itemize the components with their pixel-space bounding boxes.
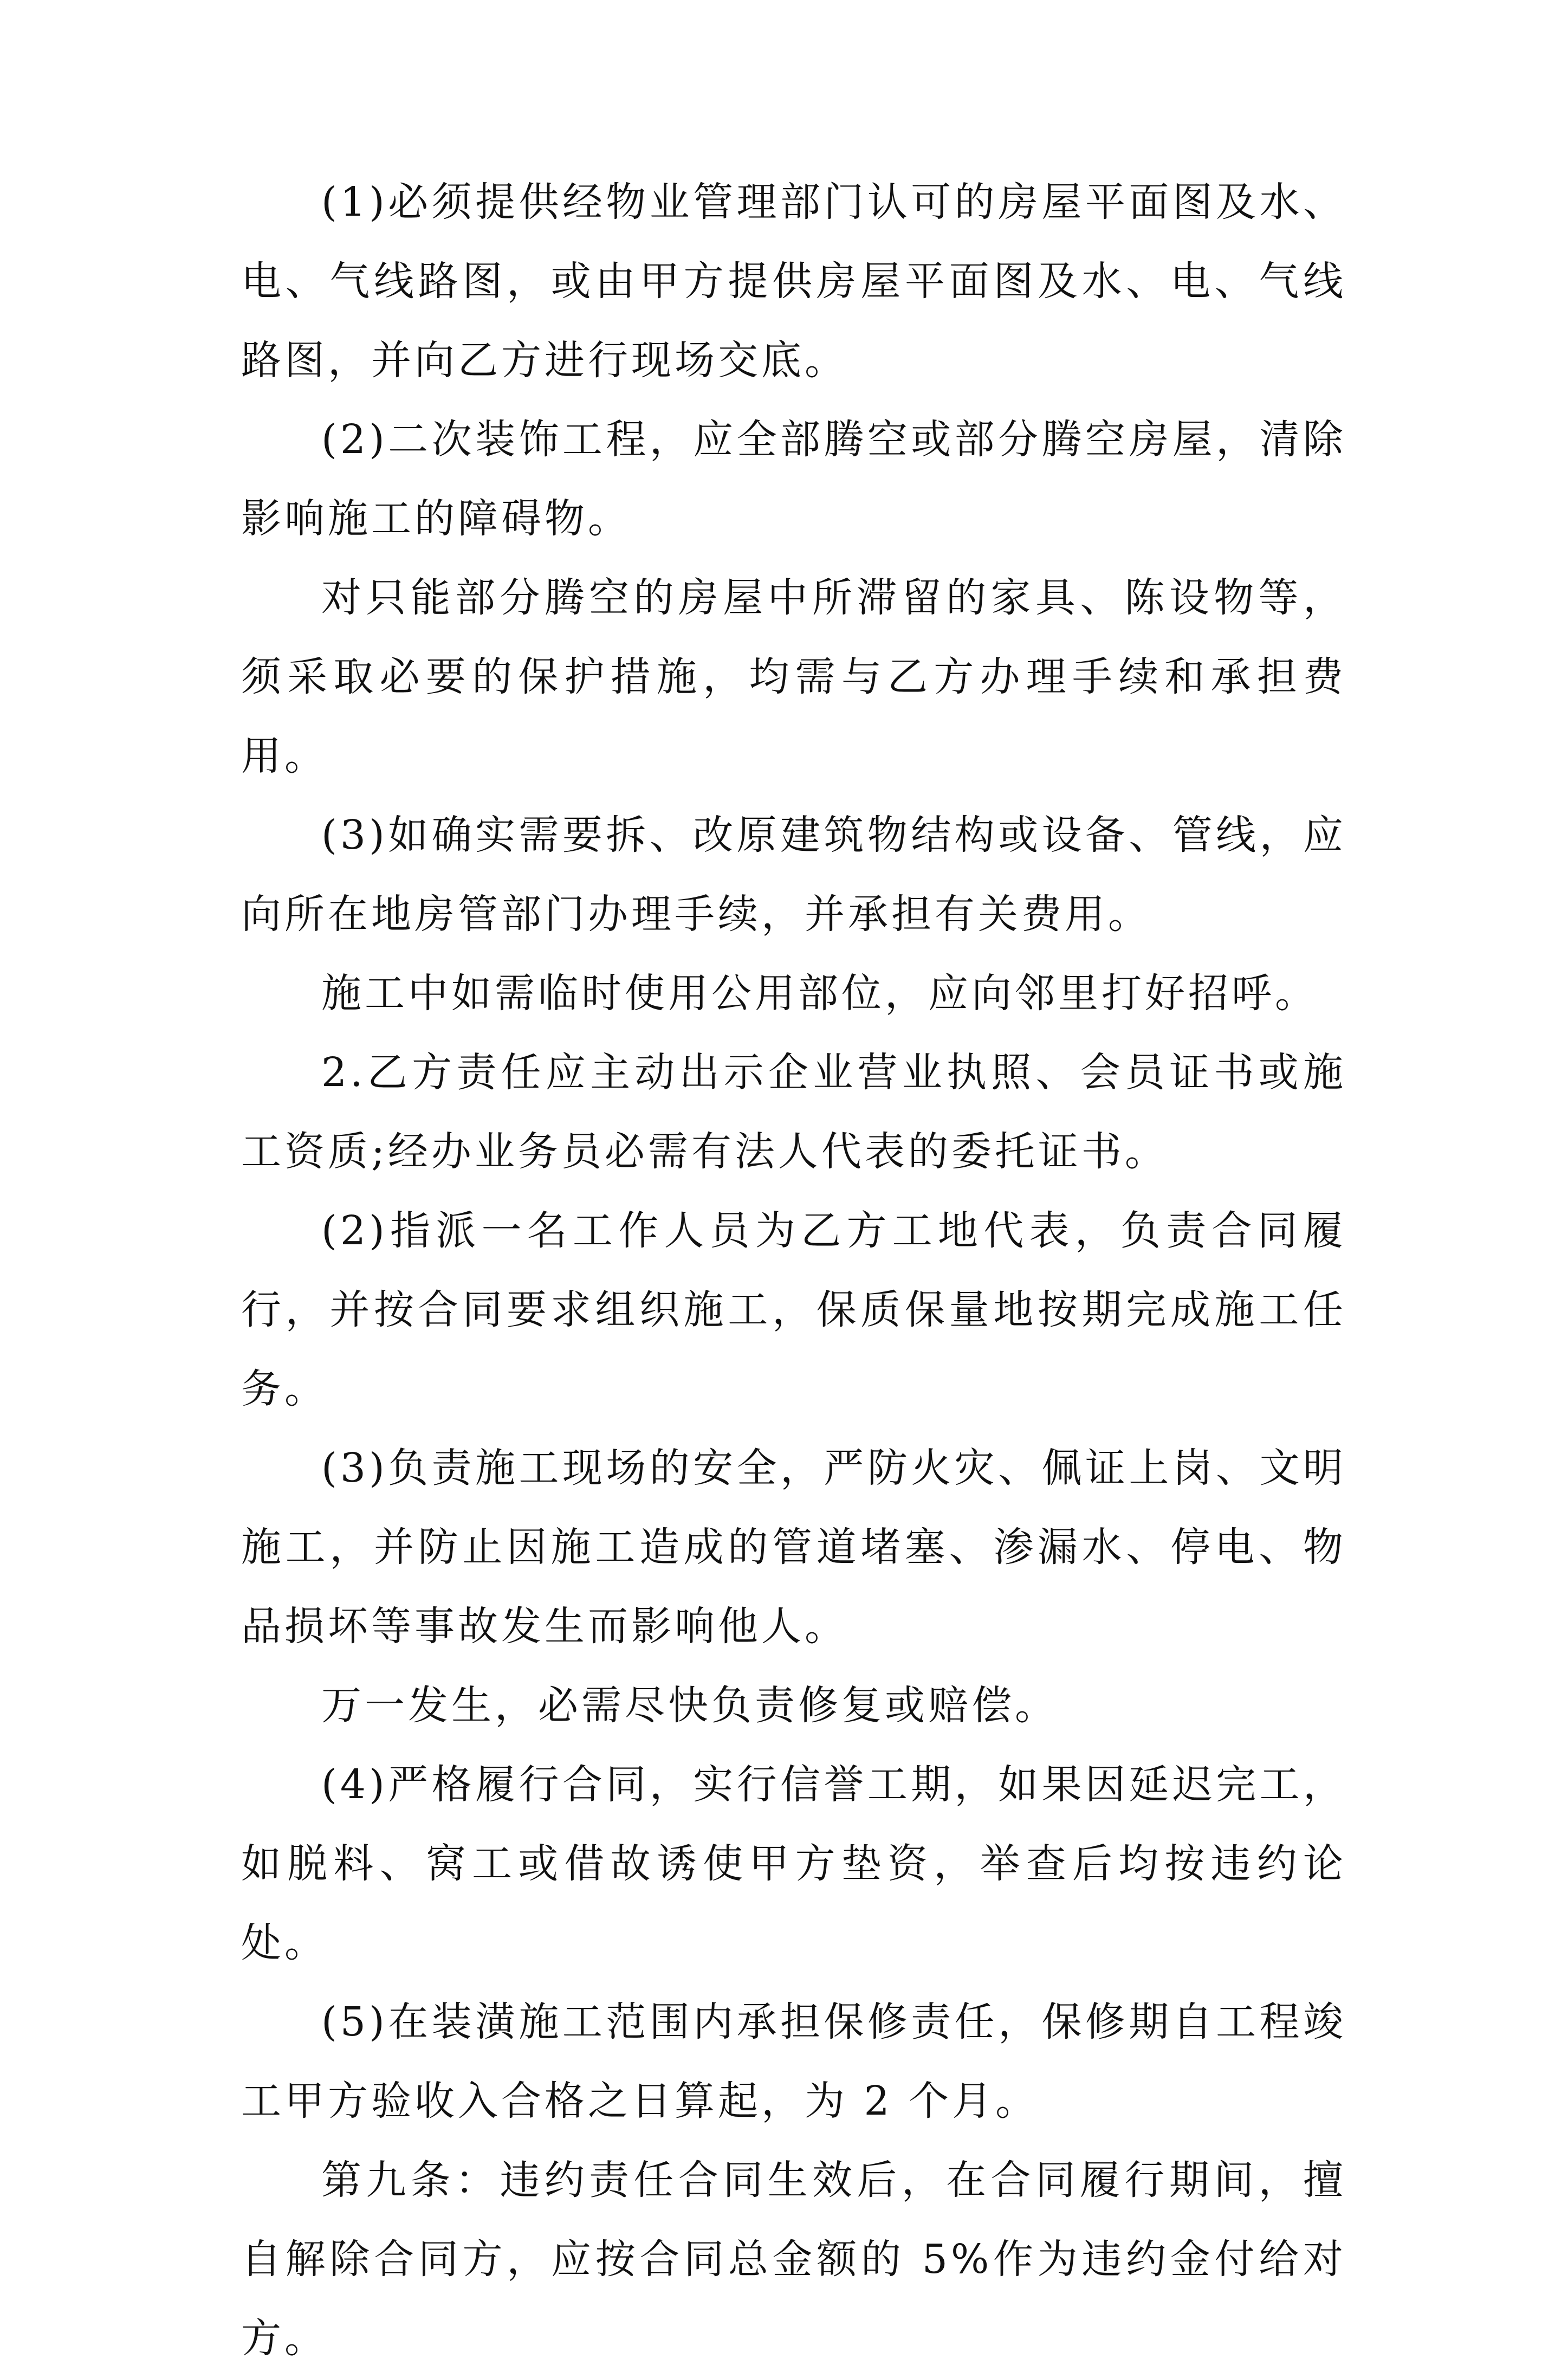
document-body	[241, 163, 1346, 2378]
paragraph-11: (5)在装潢施工范围内承担保修责任，保修期自工程竣工甲方验收入合格之日算起，为 2 个月。	[241, 1999, 1346, 2124]
paragraph-7: (2)指派一名工作人员为乙方工地代表，负责合同履行，并按合同要求组织施工，保质保量地按期完成施工任务。	[241, 1207, 1346, 1412]
paragraph-12: 第九条：违约责任合同生效后，在合同履行期间，擅自解除合同方，应按合同总金额的 5%作为违约金付给对方。	[241, 2157, 1346, 2362]
paragraph-6: 2.乙方责任应主动出示企业营业执照、会员证书或施工资质;经办业务员必需有法人代表的委托证书。	[241, 1049, 1346, 1175]
paragraph-4: (3)如确实需要拆、改原建筑物结构或设备、管线，应向所在地房管部门办理手续，并承担有关费用。	[241, 812, 1346, 938]
paragraph-3: 对只能部分腾空的房屋中所滞留的家具、陈设物等，须采取必要的保护措施，均需与乙方办理手续和承担费用。	[241, 574, 1346, 779]
paragraph-9: 万一发生，必需尽快负责修复或赔偿。	[321, 1682, 1058, 1729]
paragraph-10: (4)严格履行合同，实行信誉工期，如果因延迟完工，如脱料、窝工或借故诱使甲方垫资，举查后均按违约论处。	[241, 1761, 1346, 1966]
paragraph-2: (2)二次装饰工程，应全部腾空或部分腾空房屋，清除影响施工的障碍物。	[241, 416, 1346, 542]
paragraph-8: (3)负责施工现场的安全，严防火灾、佩证上岗、文明施工，并防止因施工造成的管道堵塞、渗漏水、停电、物品损坏等事故发生而影响他人。	[241, 1445, 1346, 1650]
paragraph-5: 施工中如需临时使用公用部位，应向邻里打好招呼。	[321, 970, 1318, 1017]
paragraph-1: (1)必须提供经物业管理部门认可的房屋平面图及水、电、气线路图，或由甲方提供房屋平面图及水、电、气线路图，并向乙方进行现场交底。	[241, 179, 1346, 384]
